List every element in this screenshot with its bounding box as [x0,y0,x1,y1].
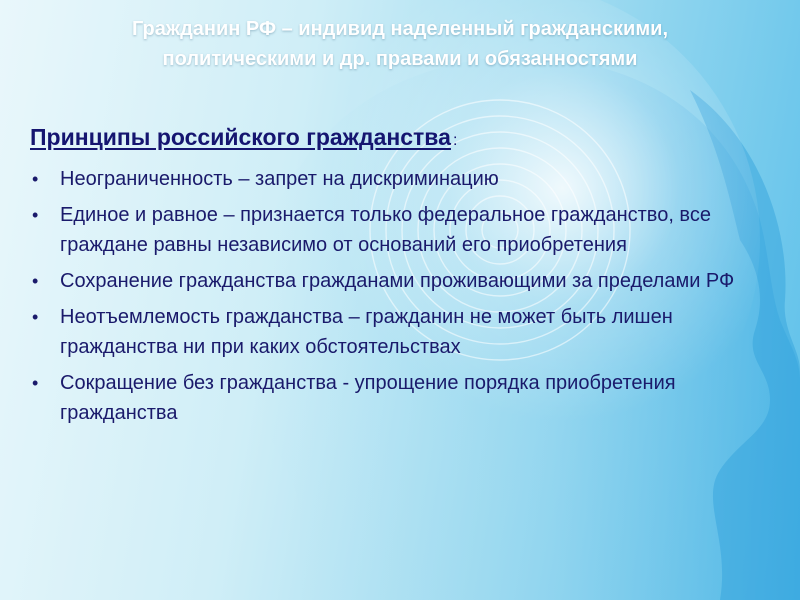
section-heading-text: Принципы российского гражданства [30,124,451,150]
list-item [30,302,770,362]
list-item [30,266,770,296]
bullet-icon: • [32,373,39,393]
slide-content [30,120,770,434]
slide-title: Гражданин РФ – индивид наделенный гражданскими, политическими и др. правами и обязанностями [131,18,668,70]
section-heading-colon: : [452,132,458,149]
bullet-icon: • [32,169,39,189]
section-heading [30,120,770,158]
list-item-text: Сохранение гражданства гражданами проживающими за пределами РФ [60,270,735,292]
list-item-text: Неограниченность – запрет на дискриминацию [60,168,499,190]
list-item-text: Сокращение без гражданства - упрощение порядка приобретения гражданства [60,372,676,424]
principles-list [30,164,770,428]
list-item-text: Неотъемлемость гражданства – гражданин не может быть лишен гражданства ни при каких обстоятельствах [60,306,673,358]
bullet-icon: • [32,307,39,327]
bullet-icon: • [32,271,39,291]
list-item [30,200,770,260]
list-item-text: Единое и равное – признается только федеральное гражданство, все граждане равны независимо от оснований его приобретения [60,204,711,256]
list-item [30,368,770,428]
bullet-icon: • [32,205,39,225]
list-item [30,164,770,194]
